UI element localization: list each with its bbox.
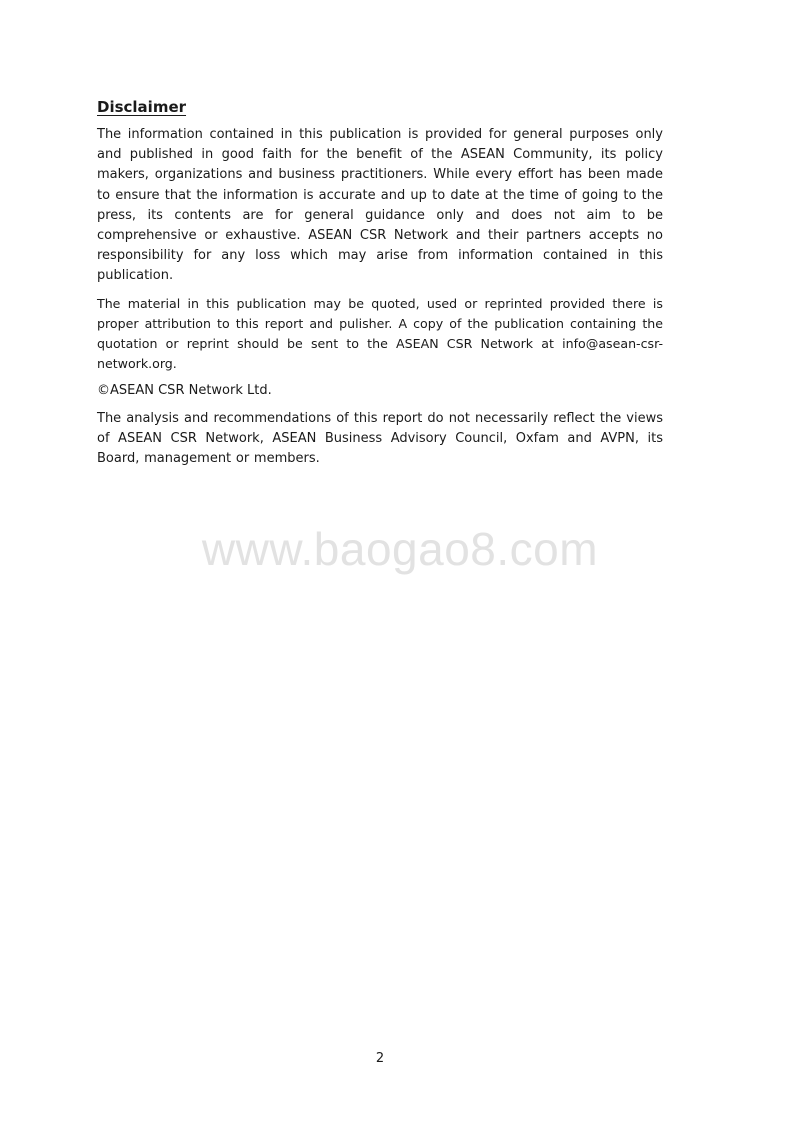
disclaimer-paragraph-views: The analysis and recommendations of this report do not necessarily reflect the views of ASEAN CSR Network, ASEAN Business Advisory Council, Oxfam and AVPN, its Board, management or members. — [97, 410, 663, 467]
watermark-text: www.baogao8.com — [201, 523, 599, 575]
disclaimer-heading: Disclaimer — [97, 98, 187, 116]
disclaimer-paragraph-reprint: The material in this publication may be quoted, used or reprinted provided there is proper attribution to this report and pulisher. A copy of the publication containing the quotation or reprint should be sent to the ASEAN CSR Network at info@asean-csr-network.org. — [97, 295, 663, 372]
copyright-notice: ©ASEAN CSR Network Ltd. — [97, 383, 272, 399]
page-number: 2 — [375, 1051, 385, 1066]
disclaimer-paragraph-general: The information contained in this publication is provided for general purposes only and published in good faith for the benefit of the ASEAN Community, its policy makers, organizations and business practitioners. While every effort has been made to ensure that the information is accurate and up to date at the time of going to the press, its contents are for general guidance only and does not aim to be comprehensive or exhaustive. ASEAN CSR Network and their partners accepts no responsibility for any loss which may arise from information contained in this publication. — [97, 127, 663, 284]
disclaimer-section — [97, 97, 663, 476]
